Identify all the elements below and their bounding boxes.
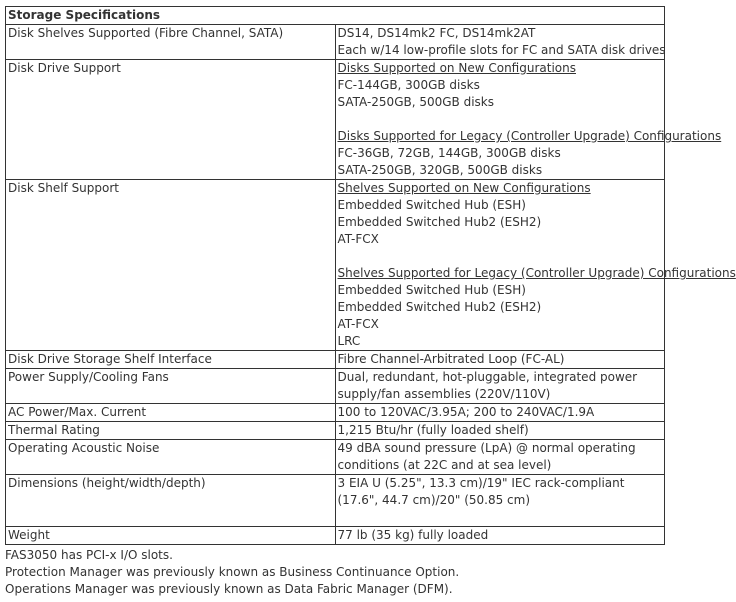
- table-row: [6, 422, 665, 440]
- specifications-container: [5, 6, 736, 598]
- value-line: SATA-250GB, 500GB disks: [337, 95, 495, 109]
- row-value: 1,215 Btu/hr (fully loaded shelf): [335, 422, 665, 440]
- footnote: Operations Manager was previously known as Data Fabric Manager (DFM).: [5, 582, 453, 596]
- value-line: DS14, DS14mk2 FC, DS14mk2AT: [337, 26, 536, 40]
- value-line: AT-FCX: [337, 317, 379, 331]
- row-value: 3 EIA U (5.25", 13.3 cm)/19" IEC rack-compliant (17.6", 44.7 cm)/20" (50.85 cm): [335, 475, 665, 527]
- spacer-line: [338, 248, 663, 265]
- table-row: [6, 25, 665, 60]
- table-row: [6, 475, 665, 527]
- row-label: Thermal Rating: [6, 422, 336, 440]
- table-row: [6, 369, 665, 404]
- table-row: [6, 351, 665, 369]
- legacy-disks-heading: Disks Supported for Legacy (Controller Upgrade) Configurations: [337, 129, 722, 143]
- row-value: Fibre Channel-Arbitrated Loop (FC-AL): [335, 351, 665, 369]
- value-line: Embedded Switched Hub2 (ESH2): [337, 300, 542, 314]
- spacer-line: [338, 111, 663, 128]
- row-label: Operating Acoustic Noise: [6, 440, 336, 475]
- row-label: Disk Drive Support: [6, 60, 336, 180]
- table-header-row: [6, 7, 665, 25]
- footnote: Protection Manager was previously known as Business Continuance Option.: [5, 565, 460, 579]
- row-value: [335, 25, 665, 60]
- row-value: Dual, redundant, hot-pluggable, integrated power supply/fan assemblies (220V/110V): [335, 369, 665, 404]
- row-value: 77 lb (35 kg) fully loaded: [335, 527, 665, 545]
- row-label: Dimensions (height/width/depth): [6, 475, 336, 527]
- value-line: Embedded Switched Hub (ESH): [337, 198, 526, 212]
- row-label: Power Supply/Cooling Fans: [6, 369, 336, 404]
- row-label: Disk Shelves Supported (Fibre Channel, SATA): [6, 25, 336, 60]
- row-label: Disk Drive Storage Shelf Interface: [6, 351, 336, 369]
- table-row: [6, 180, 665, 351]
- row-label: AC Power/Max. Current: [6, 404, 336, 422]
- table-title: Storage Specifications: [6, 7, 665, 25]
- table-row: [6, 60, 665, 180]
- new-shelves-heading: Shelves Supported on New Configurations: [337, 181, 591, 195]
- row-value: [335, 60, 722, 180]
- row-value: [335, 180, 736, 351]
- row-label: Weight: [6, 527, 336, 545]
- footnotes: [5, 547, 665, 598]
- row-value: 100 to 120VAC/3.95A; 200 to 240VAC/1.9A: [335, 404, 665, 422]
- table-row: [6, 404, 665, 422]
- new-disks-heading: Disks Supported on New Configurations: [337, 61, 576, 75]
- value-line: Each w/14 low-profile slots for FC and SATA disk drives: [337, 43, 666, 57]
- row-label: Disk Shelf Support: [6, 180, 336, 351]
- footnote: FAS3050 has PCI-x I/O slots.: [5, 548, 173, 562]
- row-value: 49 dBA sound pressure (LpA) @ normal operating conditions (at 22C and at sea level): [335, 440, 665, 475]
- value-line: FC-36GB, 72GB, 144GB, 300GB disks: [337, 146, 561, 160]
- value-line: Embedded Switched Hub2 (ESH2): [337, 215, 542, 229]
- value-line: SATA-250GB, 320GB, 500GB disks: [337, 163, 543, 177]
- value-line: Embedded Switched Hub (ESH): [337, 283, 526, 297]
- value-line: LRC: [337, 334, 361, 348]
- table-row: [6, 440, 665, 475]
- table-row: [6, 527, 665, 545]
- legacy-shelves-heading: Shelves Supported for Legacy (Controller Upgrade) Configurations: [337, 266, 736, 280]
- storage-specifications-table: [5, 6, 736, 545]
- value-line: FC-144GB, 300GB disks: [337, 78, 480, 92]
- value-line: AT-FCX: [337, 232, 379, 246]
